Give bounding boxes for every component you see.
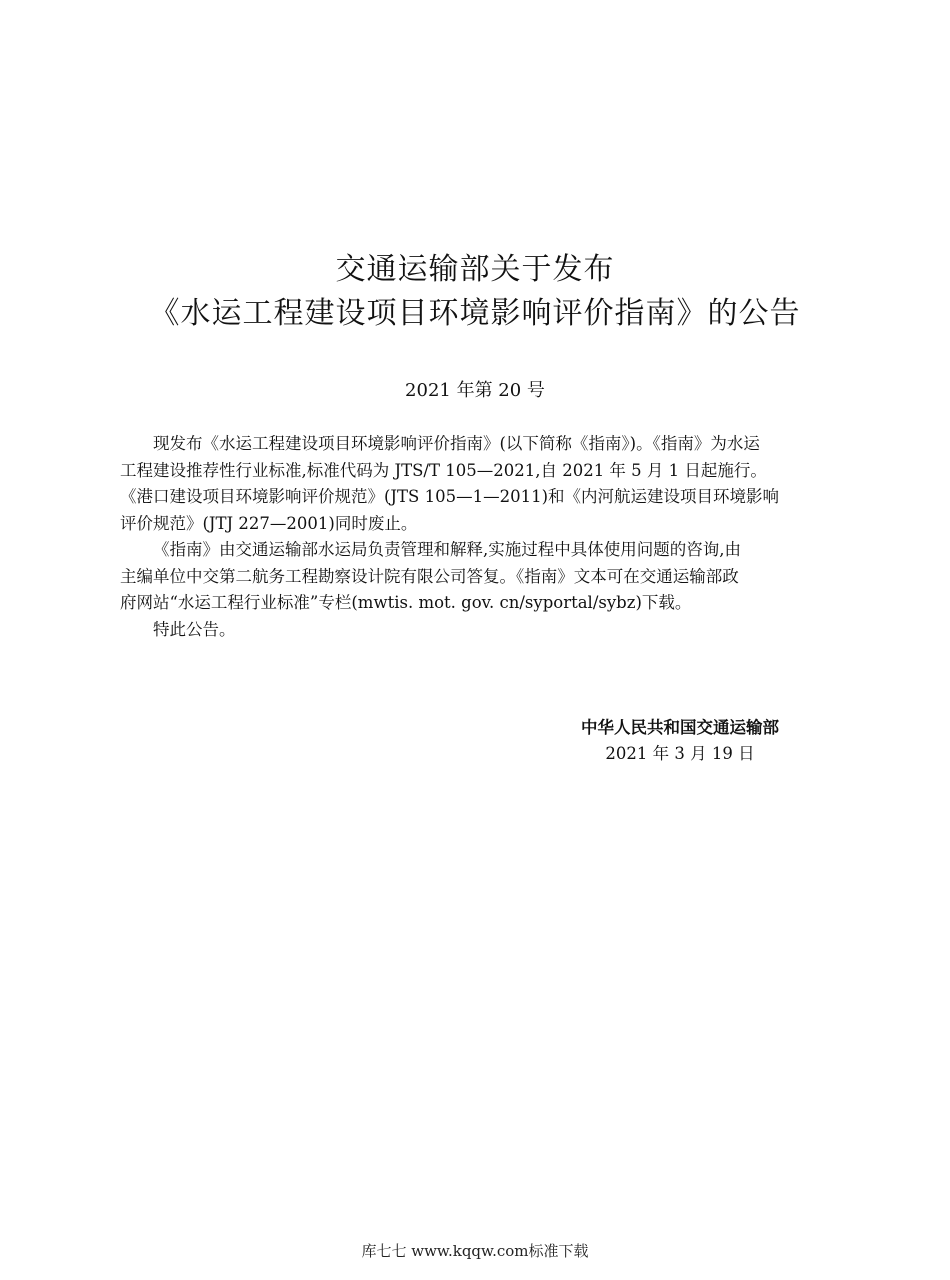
notice-title <box>0 248 950 336</box>
paragraph-1-line-4: 评价规范》(JTJ 227—2001)同时废止。 <box>120 513 418 533</box>
issuing-organization: 中华人民共和国交通运输部 <box>581 718 779 737</box>
paragraph-2-line-3: 府网站“水运工程行业标准”专栏(mwtis. mot. gov. cn/syportal/sybz)下载。 <box>120 593 692 612</box>
paragraph-2-line-2: 主编单位中交第二航务工程勘察设计院有限公司答复。《指南》文本可在交通运输部政 <box>120 566 739 586</box>
paragraph-1-line-3: 《港口建设项目环境影响评价规范》(JTS 105—1—2011)和《内河航运建设项目环境影响 <box>120 487 780 506</box>
notice-body <box>120 431 832 643</box>
paragraph-3 <box>120 617 832 644</box>
paragraph-1-line-1: 现发布《水运工程建设项目环境影响评价指南》(以下简称《指南》)。《指南》为水运 <box>153 434 760 453</box>
page-footer-watermark: 库七七 www.kqqw.com标准下载 <box>361 1242 589 1260</box>
paragraph-2 <box>120 537 832 617</box>
paragraph-3-line-1: 特此公告。 <box>153 619 236 639</box>
paragraph-2-line-1: 《指南》由交通运输部水运局负责管理和解释,实施过程中具体使用问题的咨询,由 <box>153 540 741 559</box>
paragraph-1 <box>120 431 832 537</box>
signature-block <box>560 715 800 767</box>
paragraph-1-line-2: 工程建设推荐性行业标准,标准代码为 JTS/T 105—2021,自 2021 年 5 月 1 日起施行。 <box>120 460 767 480</box>
title-line-1: 交通运输部关于发布 <box>335 252 615 287</box>
issue-date: 2021 年 3 月 19 日 <box>605 744 755 763</box>
document-number: 2021 年第 20 号 <box>405 380 545 401</box>
title-line-2: 《水运工程建设项目环境影响评价指南》的公告 <box>149 296 801 331</box>
